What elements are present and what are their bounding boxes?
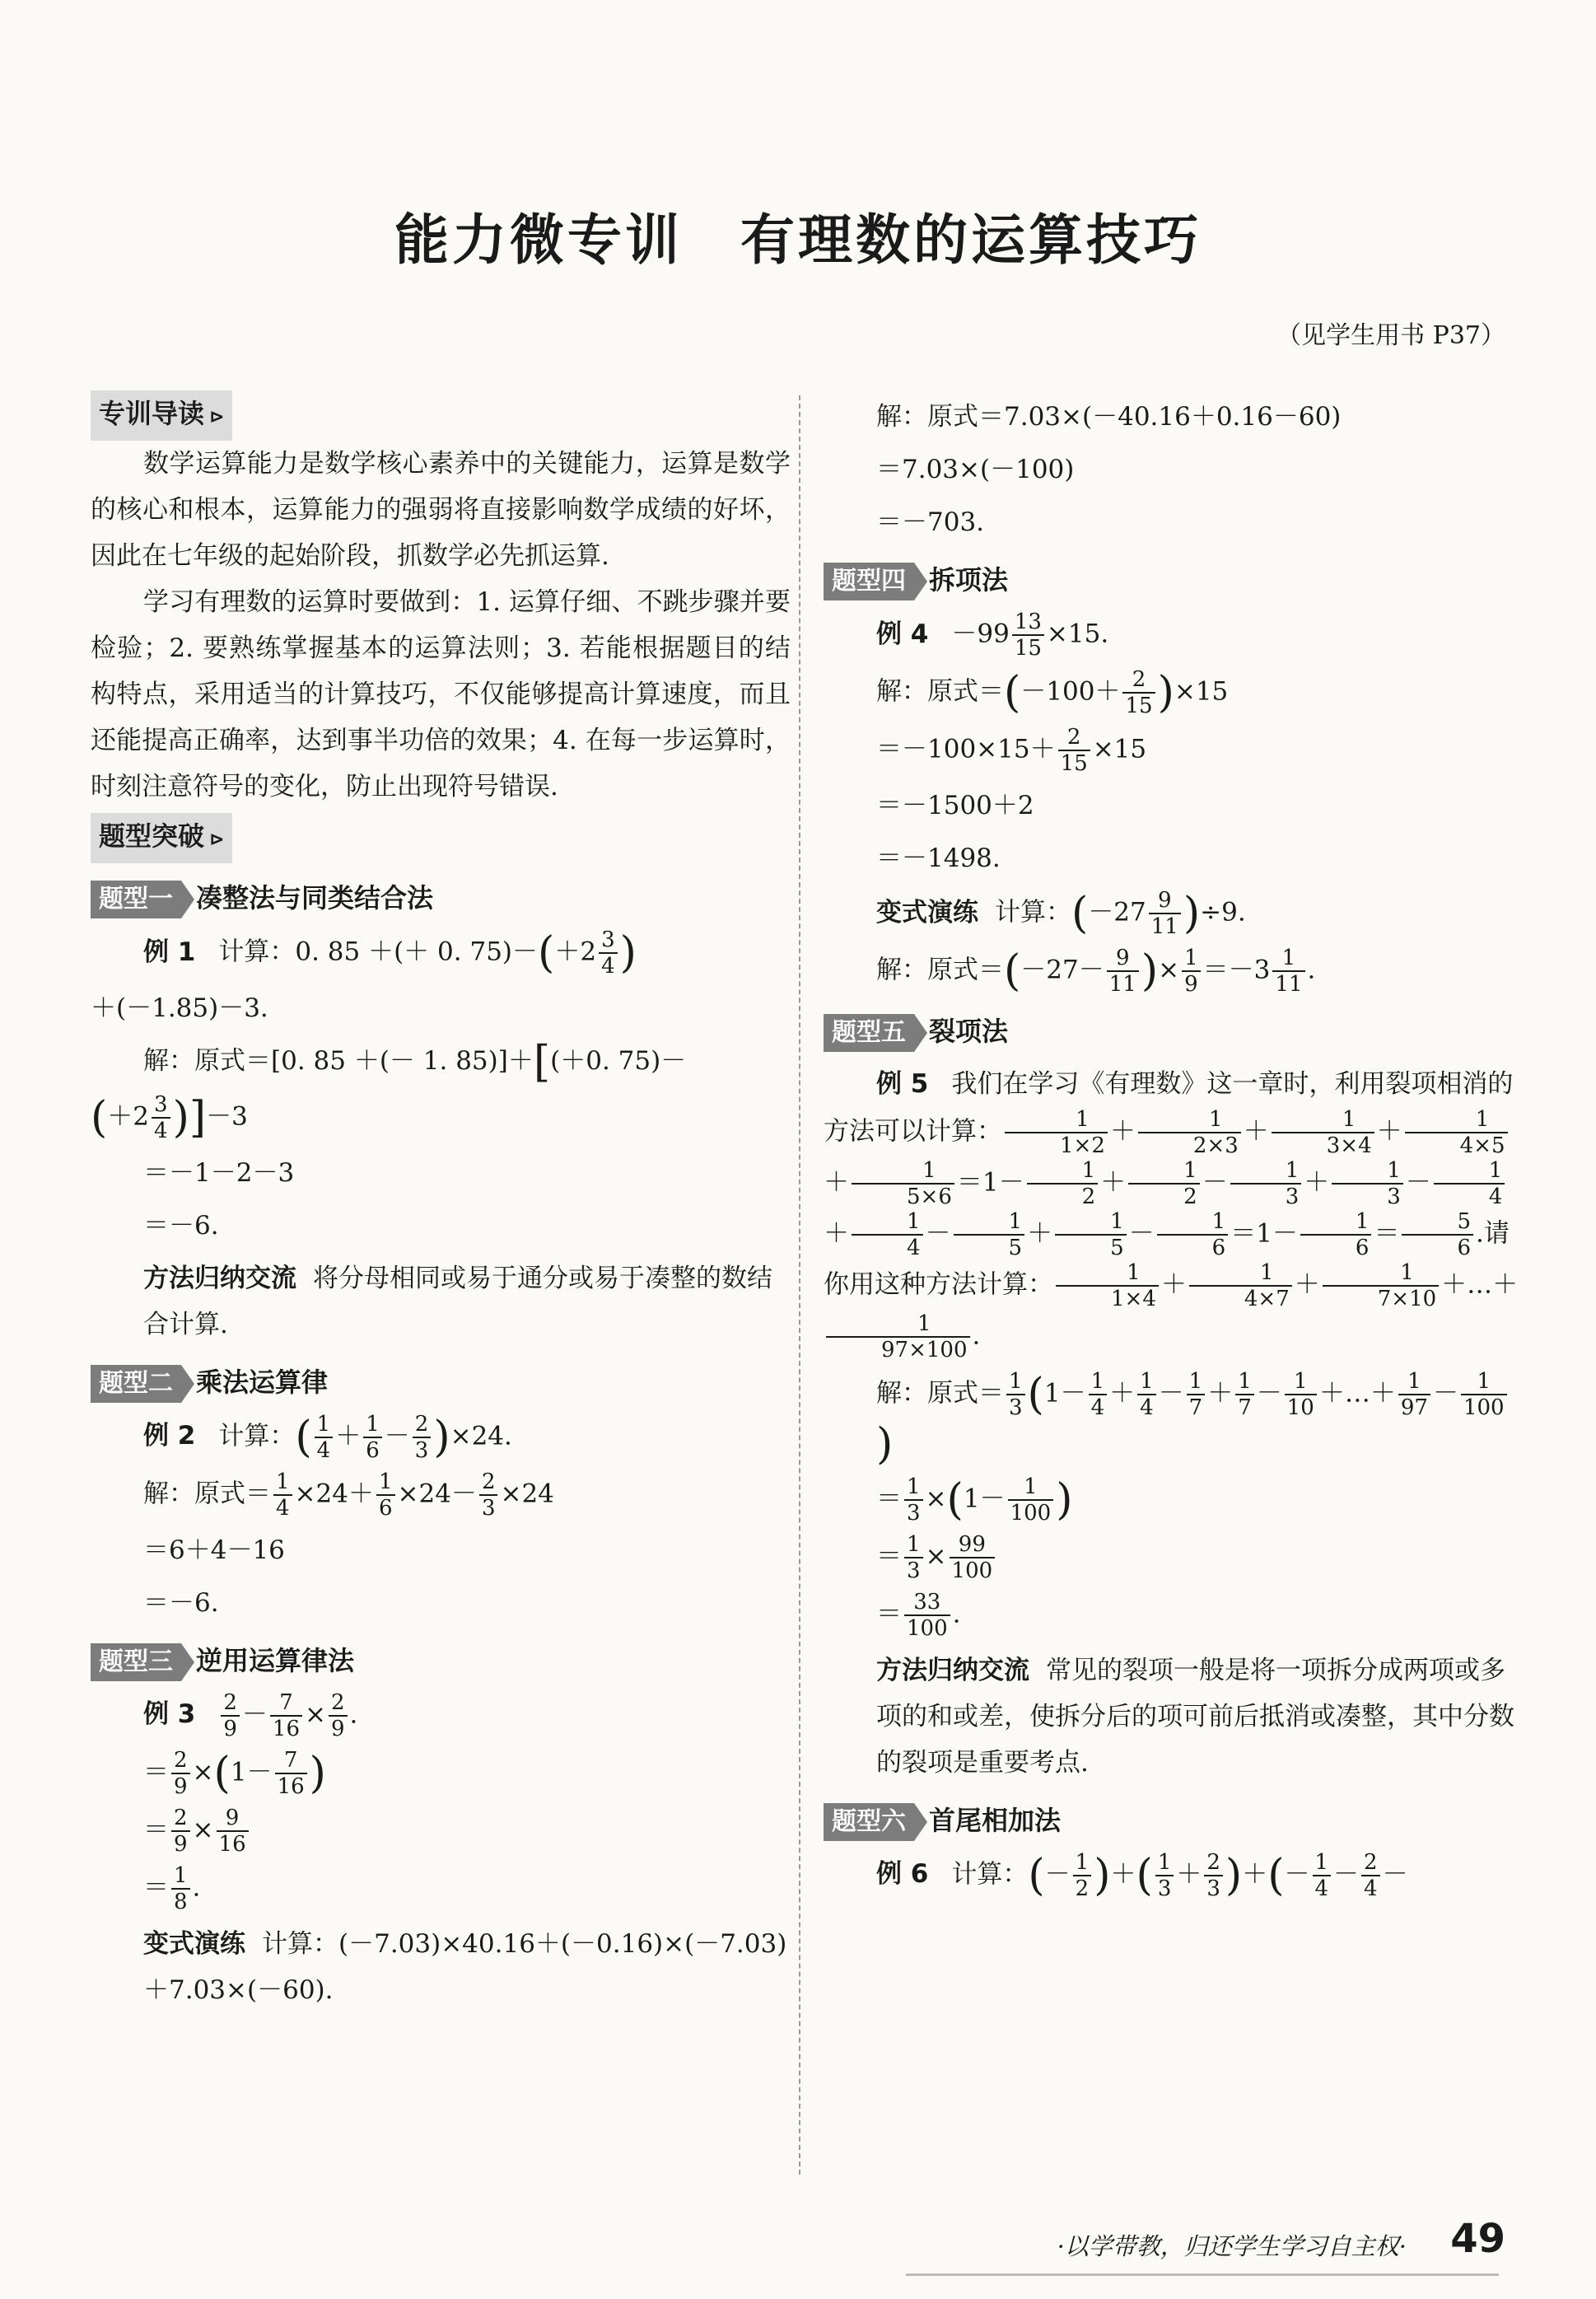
example-3-step-2: ＝ $\frac{2}{9}$ × $\frac{9}{16}$ xyxy=(91,1806,791,1857)
example-5-step-1: 解：原式＝ $\frac{1}{3}$ (1－ $\frac{1}{4}$ ＋ $\frac{1}{4}$ － $\frac{1}{7}$ ＋ $\frac{1}{7}$ － $\frac{1}{10}$ ＋…＋ $\frac{1}{97}$ － $\frac{1}{100}$ ) xyxy=(824,1369,1524,1468)
example-1-step-2: ＝－1－2－3 xyxy=(143,1157,295,1188)
example-1-step-1: 解：原式＝[0. 85 ＋(－ 1. 85)]＋[(＋0. 75)－ xyxy=(143,1037,687,1087)
footer-rule xyxy=(906,2273,1499,2276)
variant-3-step-2: ＝7.03×(－100) xyxy=(876,455,1075,484)
type-4-heading: 题型四 拆项法 xyxy=(824,557,1524,603)
example-4: 例 4 －99 $\frac{13}{15}$ ×15. xyxy=(876,610,1109,661)
example-3-step-3: ＝ $\frac{1}{8}$ . xyxy=(143,1862,201,1914)
example-4-step-3: ＝－1500＋2 xyxy=(876,791,1034,820)
method-summary-1: 方法归纳交流 将分母相同或易于通分或易于凑整的数结合计算. xyxy=(143,1263,772,1339)
type-5-heading: 题型五 裂项法 xyxy=(824,1008,1524,1054)
example-2-step-2: ＝6＋4－16 xyxy=(143,1535,285,1565)
right-column xyxy=(824,387,1524,1901)
variant-3-step-1: 解：原式＝7.03×(－40.16＋0.16－60) xyxy=(876,402,1342,432)
example-2-step-3: ＝－6. xyxy=(143,1587,219,1618)
example-1-cont: ＋(－1.85)－3. xyxy=(91,993,268,1023)
example-4-step-1: 解：原式＝(－100＋ $\frac{2}{15}$ )×15 xyxy=(876,667,1229,718)
example-2-step-1: 解：原式＝ $\frac{1}{4}$ ×24＋ $\frac{1}{6}$ ×24－ $\frac{2}{3}$ ×24 xyxy=(143,1469,554,1521)
example-3: 例 3 $\frac{2}{9}$ － $\frac{7}{16}$ × $\frac{2}{9}$ . xyxy=(143,1689,358,1741)
intro-paragraph-1: 数学运算能力是数学核心素养中的关键能力，运算是数学的核心和根本，运算能力的强弱将直接影响数学成绩的好坏，因此在七年级的起始阶段，抓数学必先抓运算. xyxy=(91,449,791,571)
arrow-icon: ⊳ xyxy=(209,829,225,850)
example-2: 例 2 计算：( $\frac{1}{4}$ ＋ $\frac{1}{6}$ － $\frac{2}{3}$ )×24. xyxy=(143,1411,512,1463)
column-divider xyxy=(799,395,800,2175)
left-column xyxy=(91,387,791,2013)
example-6: 例 6 计算：(－ $\frac{1}{2}$ )＋( $\frac{1}{3}$ ＋ $\frac{2}{3}$ )＋(－ $\frac{1}{4}$ － $\frac{2}{4}$ － xyxy=(876,1849,1408,1901)
section-intro-title: 专训导读 ⊳ xyxy=(91,390,232,441)
type-3-heading: 题型三 逆用运算律法 xyxy=(91,1638,791,1684)
type-2-heading: 题型二 乘法运算律 xyxy=(91,1359,791,1405)
variant-3: 变式演练 计算：(－7.03)×40.16＋(－0.16)×(－7.03)＋7.03×(－60). xyxy=(143,1928,787,2005)
example-1-step-1b: (＋2 $\frac{3}{4}$ )]－3 xyxy=(91,1091,248,1143)
book-reference: （见学生用书 P37） xyxy=(1276,321,1505,350)
arrow-icon: ⊳ xyxy=(209,407,225,428)
example-4-step-2: ＝－100×15＋ $\frac{2}{15}$ ×15 xyxy=(876,725,1147,776)
example-5-step-2: ＝ $\frac{1}{3}$ ×(1－ $\frac{1}{100}$ ) xyxy=(876,1474,1073,1526)
variant-4: 变式演练 计算：(－27 $\frac{9}{11}$ )÷9. xyxy=(876,888,1246,939)
example-3-step-1: ＝ $\frac{2}{9}$ ×(1－ $\frac{7}{16}$ ) xyxy=(143,1747,326,1799)
page-number: 49 xyxy=(1450,2216,1505,2262)
example-5-step-4: ＝ $\frac{33}{100}$ . xyxy=(876,1589,961,1641)
page-title: 能力微专训 有理数的运算技巧 xyxy=(394,208,1202,272)
method-summary-5: 方法归纳交流 常见的裂项一般是将一项拆分成两项或多项的和或差，使拆分后的项可前后抵消或凑整，其中分数的裂项是重要考点. xyxy=(876,1655,1514,1778)
example-5: 例 5 我们在学习《有理数》这一章时，利用裂项相消的方法可以计算： $\frac{1}{1\times 2}$ ＋ $\frac{1}{2\times 3}$ ＋ $\frac{1}{3\times 4}$ ＋ $\frac{1}{4\times 5}$ ＋ $\frac{1}{5\times 6}$ ＝1－ $\frac{1}{2}$ ＋ $\frac{1}{2}$ － $\frac{1}{3}$ ＋ $\frac{1}{3}$ － $\frac{1}{4}$ ＋ $\frac{1}{4}$ － $\frac{1}{5}$ ＋ $\frac{1}{5}$ － $\frac{1}{6}$ ＝1－ $\frac{1}{6}$ ＝ $\frac{5}{6}$ .请你用这种方法计算： $\frac{1}{1\times 4}$ ＋ $\frac{1}{4\times 7}$ ＋ $\frac{1}{7\times 10}$ ＋…＋ $\frac{1}{97\times 100}$ . xyxy=(824,1069,1519,1362)
type-6-heading: 题型六 首尾相加法 xyxy=(824,1797,1524,1843)
section-types-title: 题型突破 ⊳ xyxy=(91,813,232,863)
variant-3-step-3: ＝－703. xyxy=(876,507,985,537)
type-1-heading: 题型一 凑整法与同类结合法 xyxy=(91,875,791,921)
example-5-step-3: ＝ $\frac{1}{3}$ × $\frac{99}{100}$ xyxy=(824,1532,1524,1583)
footer-motto: ·以学带教，归还学生学习自主权· xyxy=(1057,2232,1407,2260)
example-1: 例 1 计算：0. 85 ＋(＋ 0. 75)－(＋2 $\frac{3}{4}$ ) xyxy=(143,928,637,979)
variant-4-step-1: 解：原式＝(－27－ $\frac{9}{11}$ )× $\frac{1}{9}$ ＝－3 $\frac{1}{11}$ . xyxy=(876,946,1316,997)
example-4-step-4: ＝－1498. xyxy=(876,843,1001,873)
intro-paragraph-2: 学习有理数的运算时要做到：1. 运算仔细、不跳步骤并要检验；2. 要熟练掌握基本的运算法则；3. 若能根据题目的结构特点，采用适当的计算技巧，不仅能够提高计算速度，而且还能提高正确率，达到事半功倍的效果；4. 在每一步运算时，时刻注意符号的变化，防止出现符号错误. xyxy=(91,587,791,801)
example-1-step-3: ＝－6. xyxy=(143,1210,219,1241)
